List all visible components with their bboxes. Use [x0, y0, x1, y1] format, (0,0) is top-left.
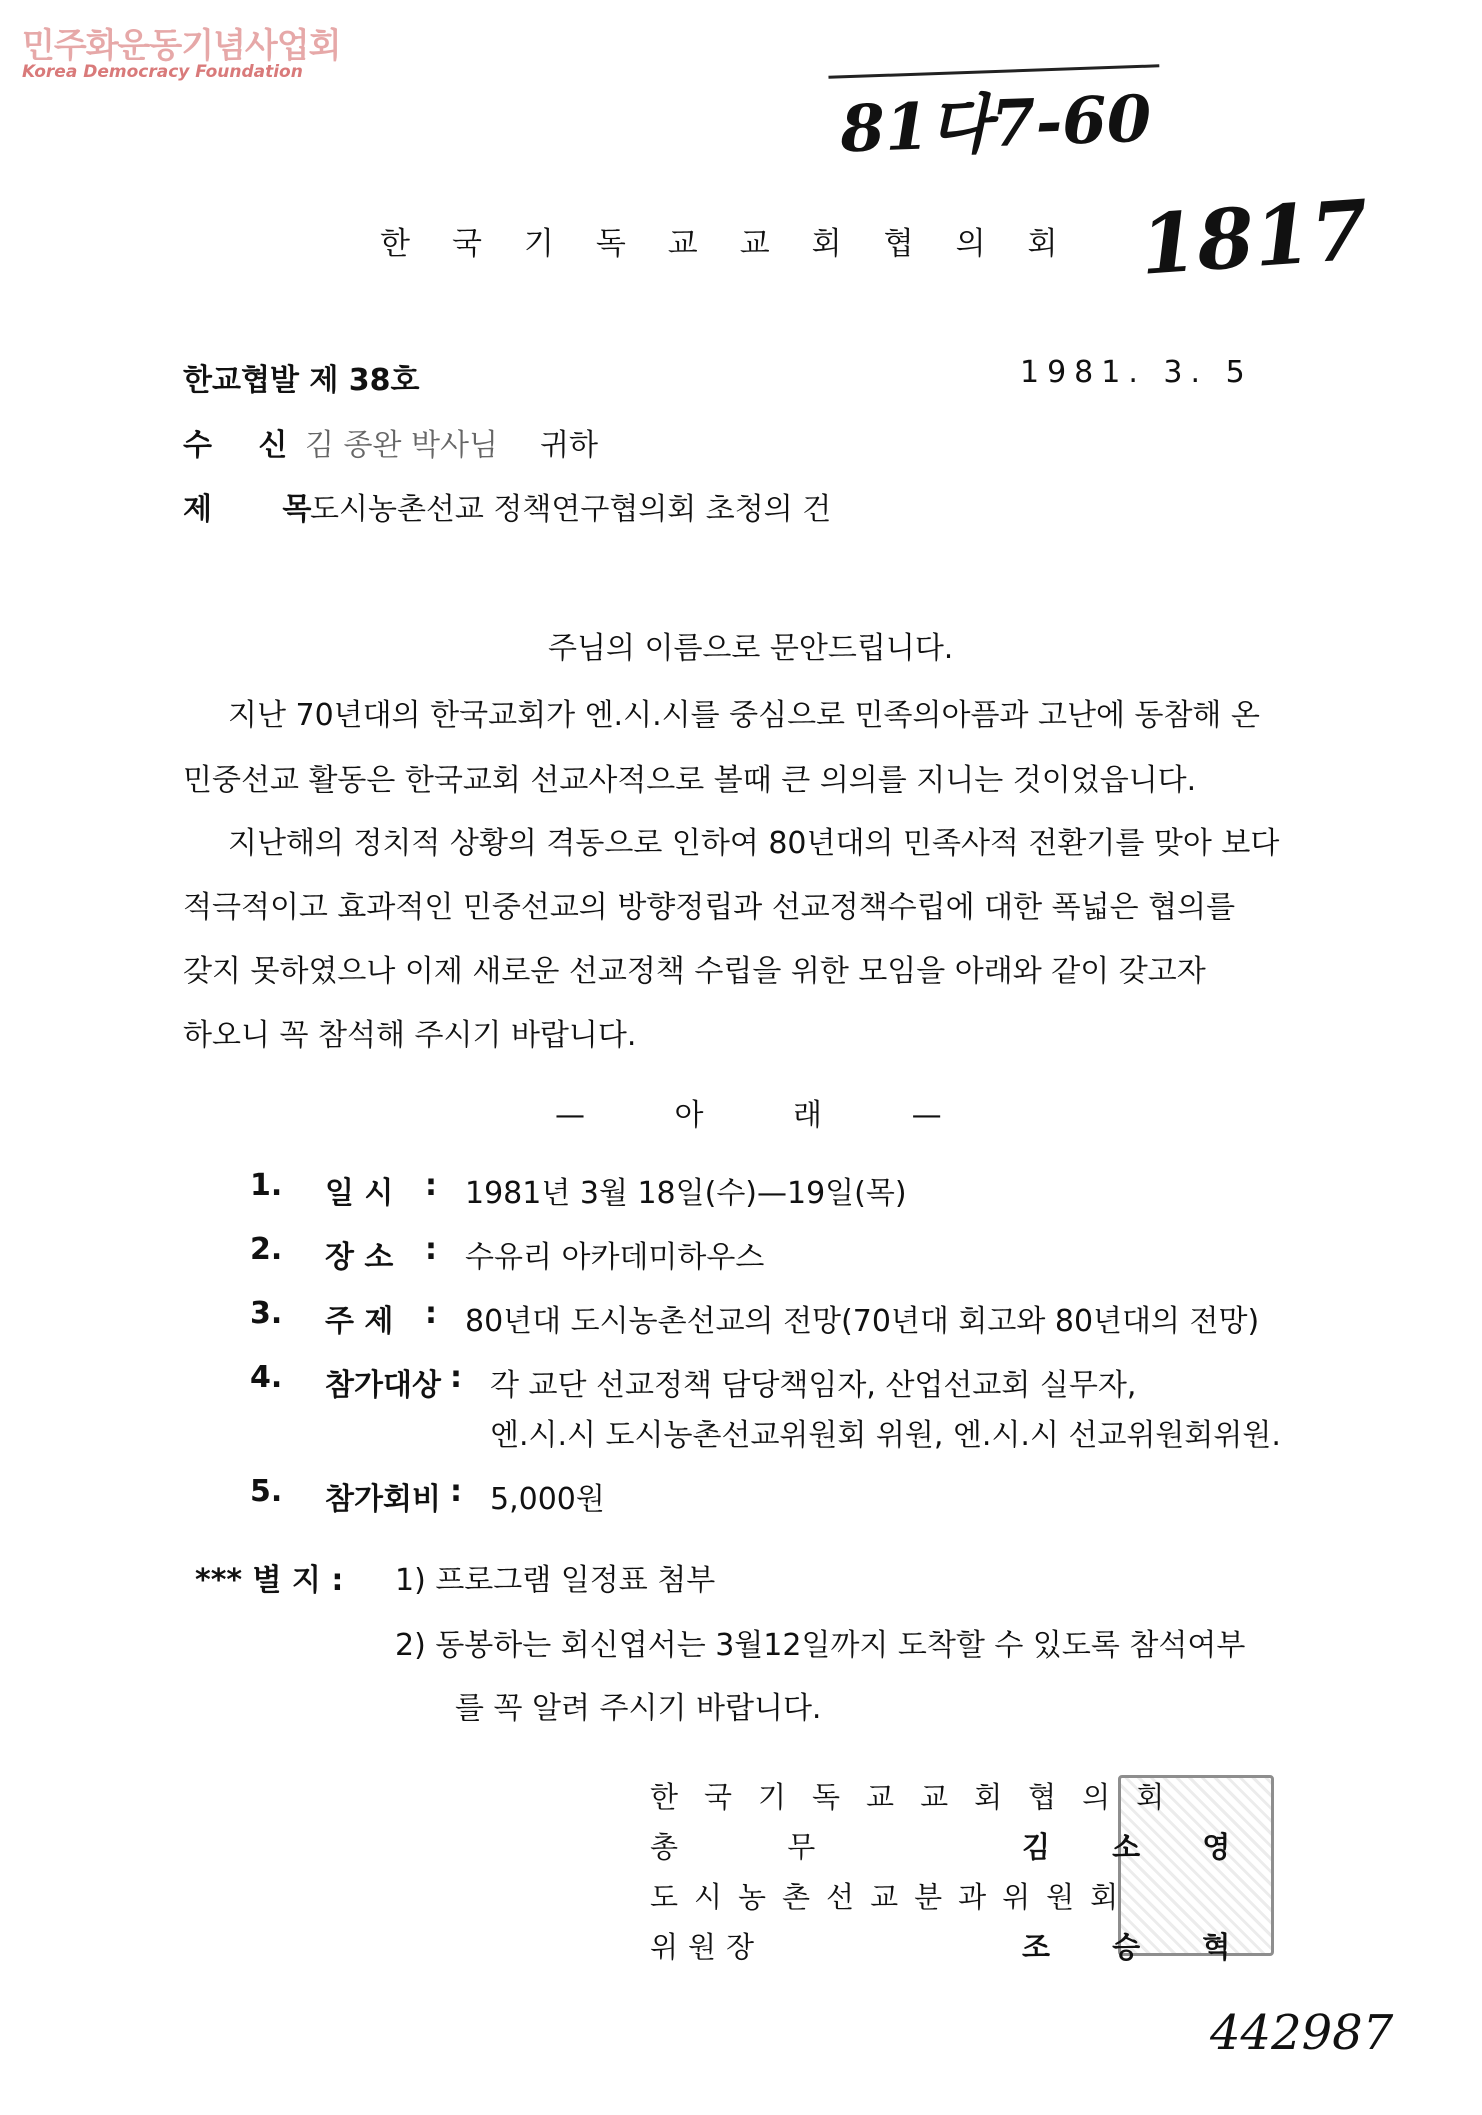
item-number: 3.	[250, 1296, 283, 1331]
item-value: 5,000원	[490, 1482, 605, 1517]
attachment-item: 1) 프로그램 일정표 첨부	[395, 1563, 716, 1598]
body-line: 갖지 못하였으나 이제 새로운 선교정책 수립을 위한 모임을 아래와 같이 갖고자	[183, 954, 1206, 989]
recipient-suffix: 귀하	[540, 428, 598, 463]
body-line: 지난해의 정치적 상황의 격동으로 인하여 80년대의 민족사적 전환기를 맞아 보다	[228, 826, 1280, 861]
attachment-label: *** 별 지 :	[195, 1563, 344, 1598]
item-value-continued: 엔.시.시 도시농촌선교위원회 위원, 엔.시.시 선교위원회위원.	[490, 1418, 1281, 1453]
body-line: 적극적이고 효과적인 민중선교의 방향정립과 선교정책수립에 대한 폭넓은 협의를	[183, 890, 1236, 925]
item-label: 주 제	[325, 1304, 394, 1339]
document-number: 한교협발 제 38호	[183, 363, 420, 398]
recipient-label: 수 신	[183, 428, 306, 463]
item-value: 각 교단 선교정책 담당책임자, 산업선교회 실무자,	[490, 1368, 1137, 1403]
signature-title: 위원장	[650, 1930, 765, 1964]
item-colon: :	[425, 1296, 437, 1331]
signature-org: 한국기독교교회협의회	[650, 1780, 1191, 1814]
item-colon: :	[450, 1474, 462, 1509]
item-colon: :	[450, 1360, 462, 1395]
signature-title: 총 무	[650, 1830, 866, 1864]
item-value: 수유리 아카데미하우스	[465, 1240, 765, 1275]
watermark-korean: 민주화운동기념사업회	[22, 26, 341, 66]
item-value: 1981년 3월 18일(수)—19일(목)	[465, 1176, 907, 1211]
signature-division: 도시농촌선교분과위원회	[650, 1880, 1135, 1914]
document-date: 1981. 3. 5	[1020, 355, 1253, 390]
handwritten-stamp: 81다7-60	[828, 64, 1162, 170]
item-colon: :	[425, 1168, 437, 1203]
attachment-item-continued: 를 꼭 알려 주시기 바랍니다.	[455, 1691, 822, 1726]
signature-name: 김 소 영	[1022, 1830, 1257, 1864]
handwritten-doc-number: 1817	[1136, 182, 1372, 294]
signature-name: 조 승 혁	[1022, 1930, 1257, 1964]
watermark-english: Korea Democracy Foundation	[22, 62, 303, 82]
org-title: 한국기독교교회협의회	[380, 226, 1100, 262]
body-line: 민중선교 활동은 한국교회 선교사적으로 볼때 큰 의의를 지니는 것이었읍니다.	[183, 763, 1197, 798]
item-number: 5.	[250, 1474, 283, 1509]
handwritten-archive-number: 442987	[1210, 2005, 1394, 2061]
recipient-name: 김 종완 박사님	[305, 428, 498, 463]
attachment-item: 2) 동봉하는 회신엽서는 3월12일까지 도착할 수 있도록 참석여부	[395, 1628, 1246, 1663]
item-label: 참가대상	[325, 1368, 441, 1403]
item-number: 4.	[250, 1360, 283, 1395]
item-number: 2.	[250, 1232, 283, 1267]
subject-label: 제 목	[183, 492, 342, 527]
item-number: 1.	[250, 1168, 283, 1203]
section-heading-arae: — 아 래 —	[555, 1098, 982, 1133]
subject-text: 도시농촌선교 정책연구협의회 초청의 건	[310, 492, 832, 527]
item-label: 장 소	[325, 1240, 394, 1275]
body-line: 하오니 꼭 참석해 주시기 바랍니다.	[183, 1018, 637, 1053]
item-label: 일 시	[325, 1176, 394, 1211]
greeting: 주님의 이름으로 문안드립니다.	[548, 631, 954, 666]
item-colon: :	[425, 1232, 437, 1267]
item-label: 참가회비	[325, 1482, 441, 1517]
item-value: 80년대 도시농촌선교의 전망(70년대 회고와 80년대의 전망)	[465, 1304, 1260, 1339]
body-line: 지난 70년대의 한국교회가 엔.시.시를 중심으로 민족의아픔과 고난에 동참해 온	[228, 698, 1260, 733]
